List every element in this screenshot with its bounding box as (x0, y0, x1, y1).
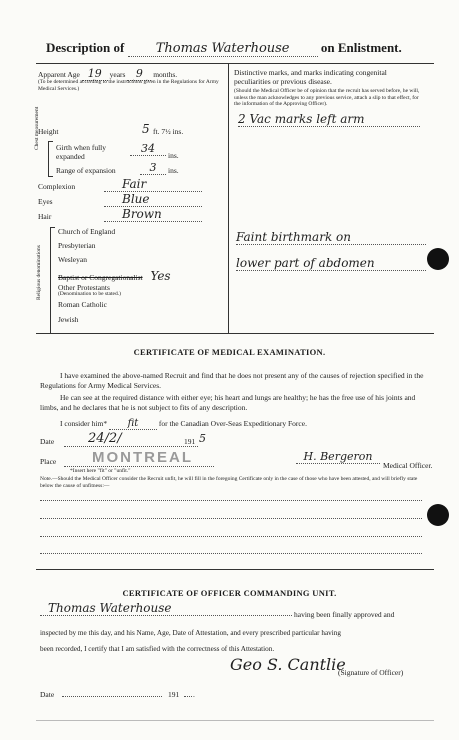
column-divider (228, 63, 229, 333)
commanding-year-line (184, 696, 192, 697)
fitness-value: fit (109, 418, 157, 430)
unfitness-line-2 (40, 518, 422, 519)
age-note: (To be determined according to the instructions given in the Regulations for Army Medical Services.) (38, 79, 219, 92)
commanding-officer-signature: Geo S. Cantlie (230, 655, 346, 674)
complexion-value: Fair (104, 177, 202, 192)
insert-note: *Insert here "fit" or "unfit." (70, 468, 131, 474)
range-label: Range of expansion (56, 166, 116, 175)
hair-value: Brown (104, 207, 202, 222)
religion-denomination-note: (Denomination to be stated.) (58, 291, 121, 297)
commanding-line-1: having been finally approved and (294, 610, 395, 619)
unfitness-line-1 (40, 500, 422, 501)
medical-heading: CERTIFICATE OF MEDICAL EXAMINATION. (133, 347, 326, 357)
marks-note: (Should the Medical Officer be of opinion that the recruit has served before, he will, unless the man acknowledges to any previous service, attach a slip to that effect, for the information of the Approving Officer). (234, 88, 420, 107)
commanding-recruit-name: Thomas Waterhouse (40, 601, 292, 616)
medical-officer-signature: H. Bergeron (296, 450, 380, 464)
unfitness-line-3 (40, 536, 422, 537)
binder-hole-top (427, 248, 449, 270)
medical-year-prefix: 191 (184, 437, 196, 446)
unfitness-line-4 (40, 553, 422, 554)
commanding-signature-label: (Signature of Officer) (338, 668, 404, 677)
title-right: on Enlistment. (320, 40, 402, 55)
unfitness-note: Note.—Should the Medical Officer consider the Recruit unfit, he will fill in the foregoing Certificate only in the case of those who have been attested, and will briefly state below the cause of unfitness:— (40, 476, 418, 489)
commanding-line-2: inspected by me this day, and his Name, Age, Date of Attestation, and every prescribed particular having (40, 629, 341, 637)
consider-row: I consider him* fit for the Canadian Over-Seas Expeditionary Force. (60, 418, 307, 429)
range-unit: ins. (168, 166, 179, 175)
girth-unit: ins. (168, 151, 179, 160)
medical-date-label: Date (40, 437, 55, 446)
girth-value: 34 (130, 142, 166, 156)
religion-label: Religious denominations (36, 245, 42, 300)
religion-list (58, 227, 226, 327)
religion-roman-catholic: Roman Catholic (58, 300, 107, 309)
top-rule (36, 63, 434, 64)
religion-jewish: Jewish (58, 315, 79, 324)
medical-officer-label: Medical Officer. (383, 461, 433, 470)
commanding-line-3: been recorded, I certify that I am satisfied with the correctness of this Attestation. (40, 645, 275, 653)
religion-bracket (50, 227, 55, 334)
footer-rule (36, 720, 434, 721)
height-label: Height (38, 127, 59, 136)
height-value: 5 (142, 122, 150, 136)
distinctive-mark-2: Faint birthmark on (236, 230, 426, 245)
chest-label: Chest measurement (34, 106, 40, 150)
commanding-date-label: Date (40, 690, 55, 699)
range-value: 3 (140, 161, 166, 175)
eyes-label: Eyes (38, 197, 53, 206)
mid-rule (36, 333, 434, 334)
religion-baptist: Baptist or Congregationalist Yes (58, 269, 171, 283)
binder-hole-bottom (427, 504, 449, 526)
form-title (46, 40, 416, 57)
medical-paragraph-2: He can see at the required distance with either eye; his heart and lungs are healthy; he has the free use of his joints and limbs, and he declares that he is not subject to fits of any description. (40, 393, 416, 412)
medical-date-value: 24/2/ (64, 431, 198, 447)
age-years: 19 (82, 67, 108, 81)
medical-year-value: 5 (199, 432, 206, 445)
eyes-value: Blue (104, 192, 202, 207)
marks-heading: Distinctive marks, and marks indicating congenital peculiarities or previous disease. (234, 68, 387, 86)
chest-bracket (48, 141, 53, 177)
montreal-stamp: MONTREAL (92, 449, 193, 466)
religion-presbyterian: Presbyterian (58, 241, 96, 250)
religion-church-of-england: Church of England (58, 227, 116, 236)
lower-rule (36, 569, 434, 570)
age-months: 9 (127, 67, 151, 81)
commanding-heading: CERTIFICATE OF OFFICER COMMANDING UNIT. (122, 588, 337, 598)
commanding-year-suffix: . (193, 690, 195, 699)
hair-label: Hair (38, 212, 52, 221)
distinctive-mark-3: lower part of abdomen (236, 256, 426, 271)
complexion-label: Complexion (38, 182, 76, 191)
distinctive-mark-1: 2 Vac marks left arm (238, 112, 420, 127)
height-unit: ft. 7½ ins. (153, 127, 184, 136)
medical-paragraph-1: I have examined the above-named Recruit and find that he does not present any of the causes of rejection specified in the Regulations for Army Medical Services. (40, 371, 424, 390)
medical-place-label: Place (40, 457, 57, 466)
age-row: Apparent Age 19 years 9 months. (38, 67, 178, 80)
religion-other-protestants: Other Protestants (58, 283, 110, 292)
commanding-date-line (62, 696, 162, 697)
commanding-year-prefix: 191 (168, 690, 180, 699)
title-left: Description of (46, 40, 125, 55)
religion-mark: Yes (150, 269, 171, 283)
religion-wesleyan: Wesleyan (58, 255, 87, 264)
recruit-name: Thomas Waterhouse (128, 41, 318, 57)
girth-label: Girth when fully expanded (56, 143, 106, 161)
